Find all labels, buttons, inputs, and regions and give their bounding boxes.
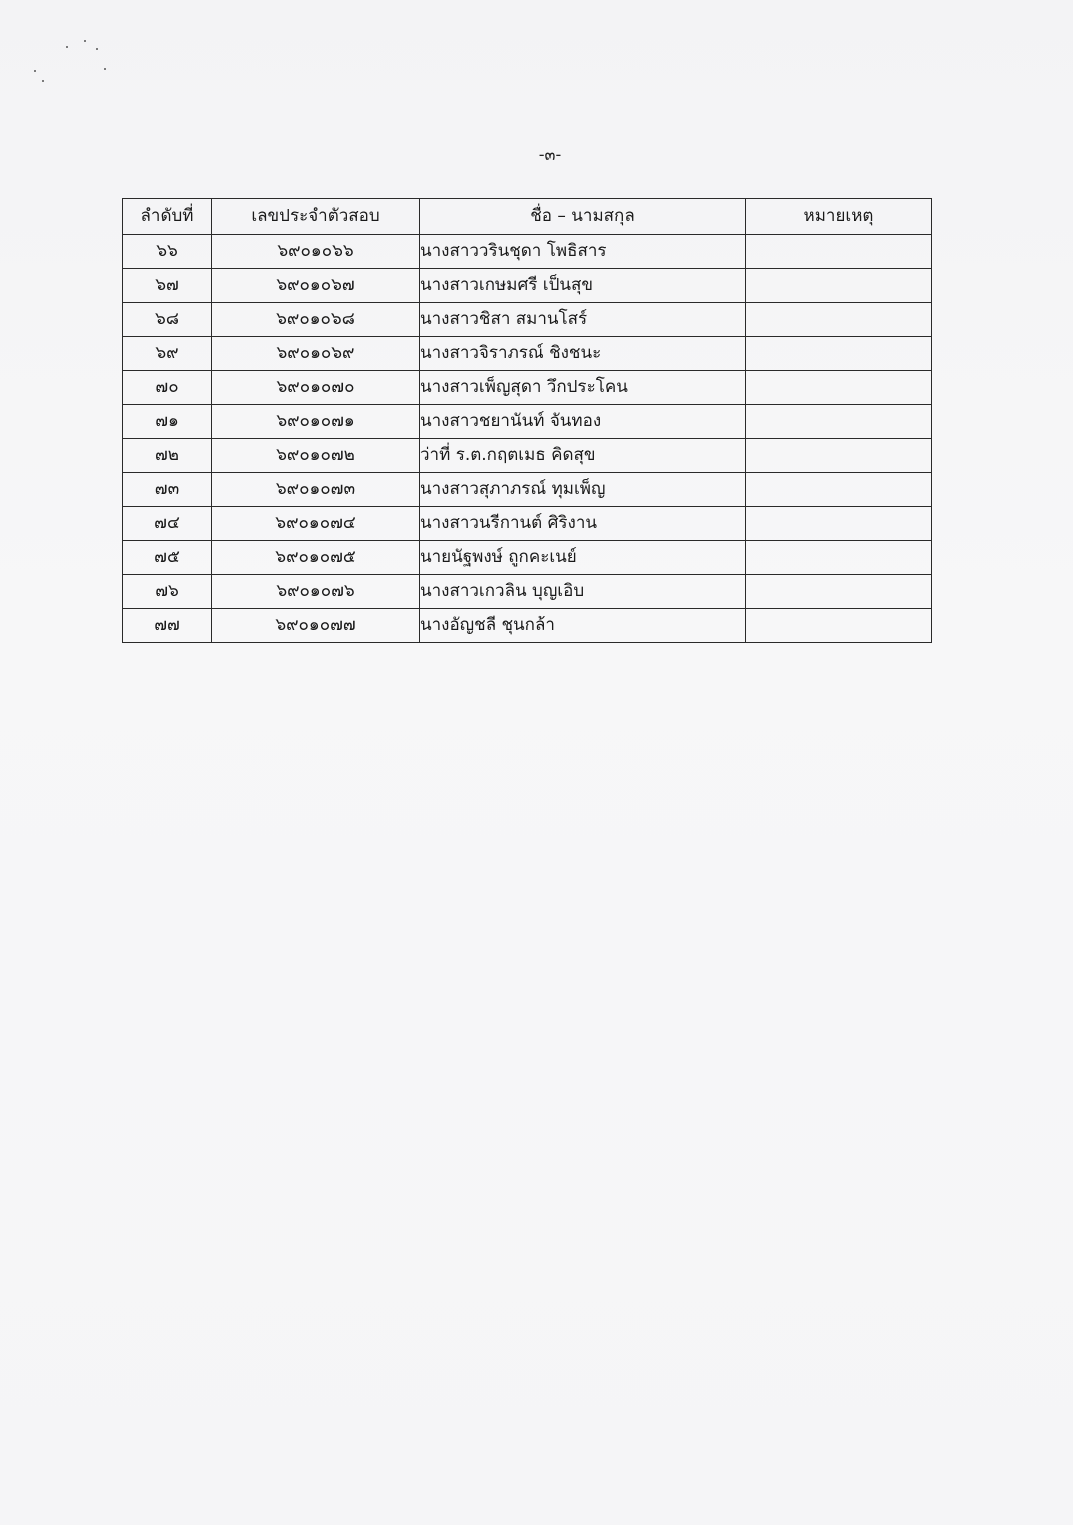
table-row bbox=[123, 303, 932, 337]
candidate-table bbox=[122, 198, 932, 643]
cell-seq: ๖๗ bbox=[123, 269, 212, 303]
cell-remarks bbox=[746, 337, 932, 371]
cell-exam-id: ๖๙๐๑๐๖๙ bbox=[212, 337, 420, 371]
cell-exam-id: ๖๙๐๑๐๗๑ bbox=[212, 405, 420, 439]
table-row bbox=[123, 473, 932, 507]
header-seq: ลำดับที่ bbox=[123, 199, 212, 235]
cell-name: นางสาววรินชุดา โพธิสาร bbox=[420, 235, 746, 269]
table-row bbox=[123, 405, 932, 439]
header-exam-id: เลขประจำตัวสอบ bbox=[212, 199, 420, 235]
cell-seq: ๗๑ bbox=[123, 405, 212, 439]
table-row bbox=[123, 541, 932, 575]
cell-name: นางสาวจิราภรณ์ ชิงชนะ bbox=[420, 337, 746, 371]
cell-remarks bbox=[746, 541, 932, 575]
cell-seq: ๗๗ bbox=[123, 609, 212, 643]
table-row bbox=[123, 337, 932, 371]
cell-exam-id: ๖๙๐๑๐๗๐ bbox=[212, 371, 420, 405]
table-row bbox=[123, 235, 932, 269]
cell-name: นางสาวนรีกานต์ ศิริงาน bbox=[420, 507, 746, 541]
table-row bbox=[123, 439, 932, 473]
cell-remarks bbox=[746, 269, 932, 303]
cell-exam-id: ๖๙๐๑๐๗๗ bbox=[212, 609, 420, 643]
cell-name: นางสาวชิสา สมานโสร์ bbox=[420, 303, 746, 337]
cell-exam-id: ๖๙๐๑๐๗๖ bbox=[212, 575, 420, 609]
header-row bbox=[123, 199, 932, 235]
cell-seq: ๖๖ bbox=[123, 235, 212, 269]
cell-remarks bbox=[746, 507, 932, 541]
cell-exam-id: ๖๙๐๑๐๖๗ bbox=[212, 269, 420, 303]
cell-exam-id: ๖๙๐๑๐๖๘ bbox=[212, 303, 420, 337]
cell-name: นางสาวชยานันท์ จันทอง bbox=[420, 405, 746, 439]
paper-speck bbox=[34, 70, 36, 72]
cell-remarks bbox=[746, 439, 932, 473]
paper-speck bbox=[66, 46, 68, 48]
cell-name: นางสาวเกษมศรี เป็นสุข bbox=[420, 269, 746, 303]
cell-seq: ๗๒ bbox=[123, 439, 212, 473]
cell-seq: ๖๘ bbox=[123, 303, 212, 337]
cell-exam-id: ๖๙๐๑๐๗๓ bbox=[212, 473, 420, 507]
table-header bbox=[123, 199, 932, 235]
table-row bbox=[123, 609, 932, 643]
paper-speck bbox=[96, 48, 98, 50]
table-row bbox=[123, 269, 932, 303]
cell-remarks bbox=[746, 303, 932, 337]
cell-remarks bbox=[746, 609, 932, 643]
cell-exam-id: ๖๙๐๑๐๗๒ bbox=[212, 439, 420, 473]
table-row bbox=[123, 575, 932, 609]
table-row bbox=[123, 371, 932, 405]
cell-seq: ๗๐ bbox=[123, 371, 212, 405]
cell-remarks bbox=[746, 575, 932, 609]
cell-seq: ๖๙ bbox=[123, 337, 212, 371]
paper-speck bbox=[42, 80, 44, 82]
cell-remarks bbox=[746, 405, 932, 439]
cell-seq: ๗๓ bbox=[123, 473, 212, 507]
cell-remarks bbox=[746, 473, 932, 507]
cell-name: ว่าที่ ร.ต.กฤตเมธ คิดสุข bbox=[420, 439, 746, 473]
cell-seq: ๗๕ bbox=[123, 541, 212, 575]
cell-seq: ๗๖ bbox=[123, 575, 212, 609]
cell-exam-id: ๖๙๐๑๐๗๔ bbox=[212, 507, 420, 541]
cell-name: นางสาวเกวลิน บุญเอิบ bbox=[420, 575, 746, 609]
cell-seq: ๗๔ bbox=[123, 507, 212, 541]
cell-exam-id: ๖๙๐๑๐๗๕ bbox=[212, 541, 420, 575]
table-row bbox=[123, 507, 932, 541]
cell-name: นายนัฐพงษ์ ถูกคะเนย์ bbox=[420, 541, 746, 575]
cell-name: นางสาวเพ็ญสุดา วึกประโคน bbox=[420, 371, 746, 405]
page-number: -๓- bbox=[538, 145, 562, 164]
cell-name: นางสาวสุภาภรณ์ ทุมเพ็ญ bbox=[420, 473, 746, 507]
cell-remarks bbox=[746, 371, 932, 405]
paper-speck bbox=[104, 68, 106, 70]
table-body bbox=[123, 235, 932, 643]
header-remarks: หมายเหตุ bbox=[746, 199, 932, 235]
cell-remarks bbox=[746, 235, 932, 269]
paper-speck bbox=[84, 40, 86, 42]
cell-exam-id: ๖๙๐๑๐๖๖ bbox=[212, 235, 420, 269]
cell-name: นางอัญชลี ชุนกล้า bbox=[420, 609, 746, 643]
header-name: ชื่อ – นามสกุล bbox=[420, 199, 746, 235]
